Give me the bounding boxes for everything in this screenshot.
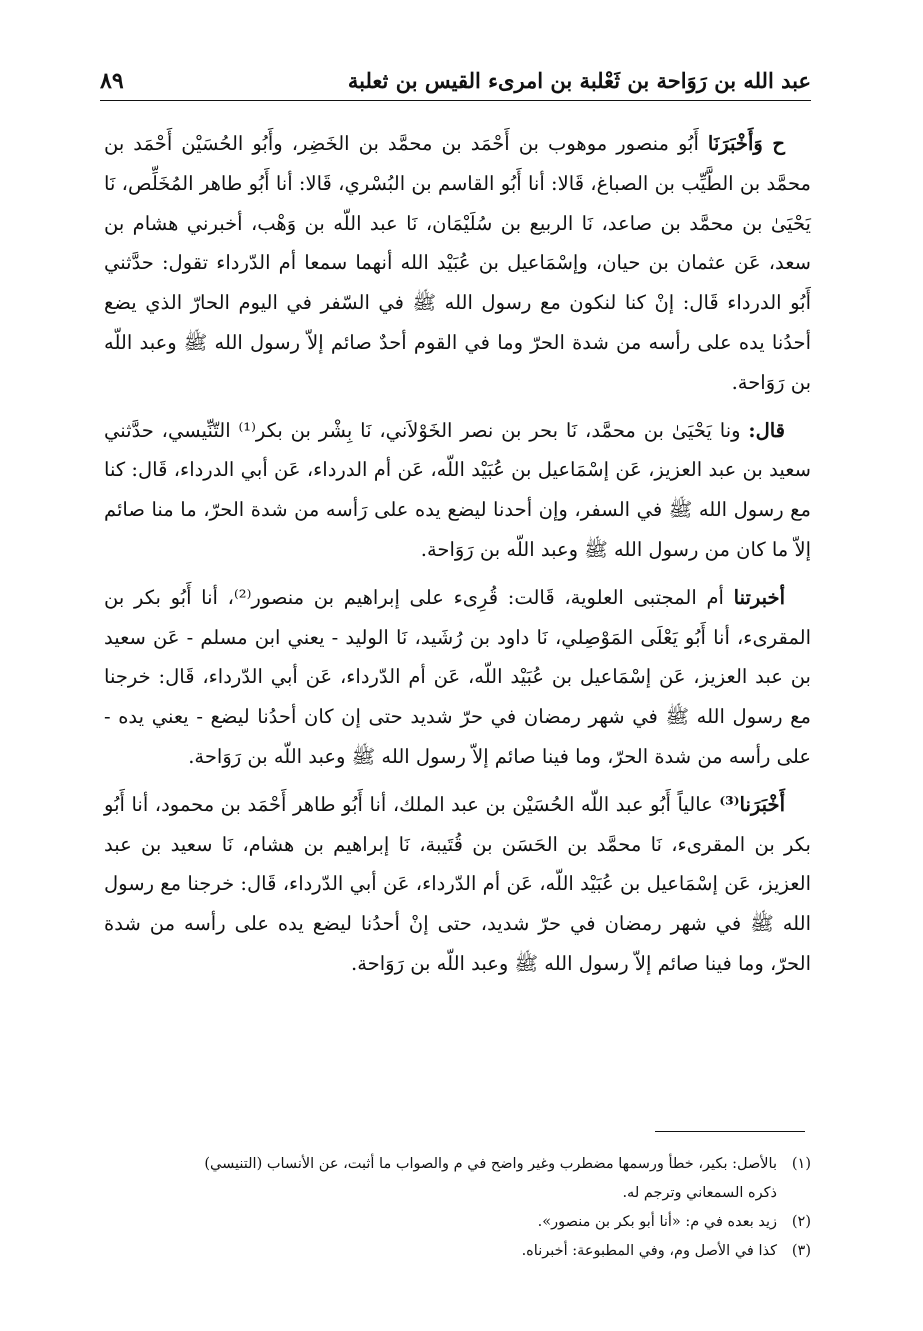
paragraph-text: أم المجتبى العلوية، قَالت: قُرِىء على إبراهيم بن منصور⁽²⁾، أنا أَبُو بكر بن المقرىء، أنا أَبُو يَعْلَى المَوْصِلي، نَا داود بن رُشَيد، نَا الوليد - يعني ابن مسلم - عَن سعيد بن عبد العزيز، عَن إسْمَاعيل بن عُبَيْد اللّه، عَن أم الدّرداء، عَن أبي الدّرداء، قَال: خرجنا مع رسول الله ﷺ في شهر رمضان في حرّ شديد حتى إن كان أحدُنا ليضع - يعني يده - على رأسه من شدة الحرّ، وما فينا صائم إلاّ رسول الله ﷺ وعبد اللّه بن رَوَاحة.: [104, 585, 811, 768]
footnote-divider: [655, 1131, 805, 1132]
page-header: [100, 62, 811, 102]
footnote-text: بالأصل: بكير، خطأ ورسمها مضطرب وغير واضح في م والصواب ما أثبت، عن الأنساب (التنيسي): [204, 1156, 777, 1172]
footnote-text: كذا في الأصل وم، وفي المطبوعة: أخبرناه.: [521, 1243, 777, 1259]
paragraph-lead: ح وَأَخْبَرَنَا: [707, 132, 785, 155]
footnote-3: [104, 1237, 811, 1266]
paragraph-lead: أخبرتنا: [733, 585, 785, 609]
running-title: عبد الله بن رَوَاحة بن ثَعْلبة بن امرىء القيس بن ثعلبة: [347, 68, 811, 93]
paragraph-text: ونا يَحْيَىٰ بن محمَّد، نَا بحر بن نصر الخَوْلاَني، نَا بِشْر بن بكر⁽¹⁾ التّنِّيسي، حدَّثني سعيد بن عبد العزيز، عَن إسْمَاعيل بن عُبَيْد اللّه، عَن أم الدرداء، عَن أبي الدرداء، قَال: كنا مع رسول الله ﷺ في السفر، وإن أحدنا ليضع يده على رَأسه من شدة الحرّ، ما منا صائم إلاّ ما كان من رسول الله ﷺ وعبد اللّه بن رَوَاحة.: [104, 418, 811, 561]
paragraph-lead: قال:: [748, 418, 786, 442]
footnotes: [104, 1150, 811, 1266]
footnote-continuation: ذكره السمعاني وترجم له.: [622, 1185, 777, 1201]
header-divider: [100, 100, 811, 101]
page-number: ٨٩: [100, 68, 124, 94]
footnote-number: (١): [791, 1156, 811, 1172]
main-text: [104, 124, 811, 992]
footnote-1: [104, 1150, 811, 1208]
paragraph-text: أَبُو منصور موهوب بن أَحْمَد بن محمَّد بن الخَضِر، وأَبُو الحُسَيْن أَحْمَد بن محمَّد بن الطَّيِّب بن الصباغ، قَالا: أنا أَبُو القاسم بن البُسْري، قَالا: أنا أَبُو طاهر المُخَلِّص، نَا يَحْيَىٰ بن محمَّد بن صاعد، نَا الربيع بن سُلَيْمَان، نَا عبد اللّه بن وَهْب، أخبرني هشام بن سعد، عَن عثمان بن حيان، وإسْمَاعيل بن عُبَيْد الله أنهما سمعا أم الدّرداء تقول: حدَّثني أَبُو الدرداء قَال: إنْ كنا لنكون مع رسول الله ﷺ في السّفر في اليوم الحارّ الذي يضع أحدُنا يده على رأسه من شدة الحرّ وما في القوم أحدٌ صائم إلاّ رسول الله ﷺ وعبد اللّه بن رَوَاحة.: [104, 132, 811, 394]
footnote-2: [104, 1208, 811, 1237]
paragraph-3: [104, 578, 811, 777]
paragraph-1: [104, 124, 811, 403]
footnote-number: (٣): [791, 1243, 811, 1259]
paragraph-2: [104, 411, 811, 570]
paragraph-text: عالياً أَبُو عبد اللّه الحُسَيْن بن عبد الملك، أنا أَبُو طاهر أَحْمَد بن محمود، أنا أَبُو بكر بن المقرىء، نَا محمَّد بن الحَسَن بن قُتَيبة، نَا إبراهيم بن هشام، نَا سعيد بن عبد العزيز، عَن إسْمَاعيل بن عُبَيْد اللّه، عَن أم الدّرداء، عَن أبي الدّرداء، قَال: خرجنا مع رسول الله ﷺ في شهر رمضان في حرّ شديد، حتى إنْ أحدُنا ليضع يده على رأسه من شدة الحرّ، وما فينا صائم إلاّ رسول الله ﷺ وعبد اللّه بن رَوَاحة.: [104, 792, 811, 975]
paragraph-lead: أَخْبَرَنا⁽³⁾: [719, 792, 785, 816]
footnote-text: زيد بعده في م: «أنا أبو بكر بن منصور».: [537, 1214, 777, 1230]
paragraph-4: [104, 785, 811, 984]
footnote-number: (٢): [791, 1214, 811, 1230]
